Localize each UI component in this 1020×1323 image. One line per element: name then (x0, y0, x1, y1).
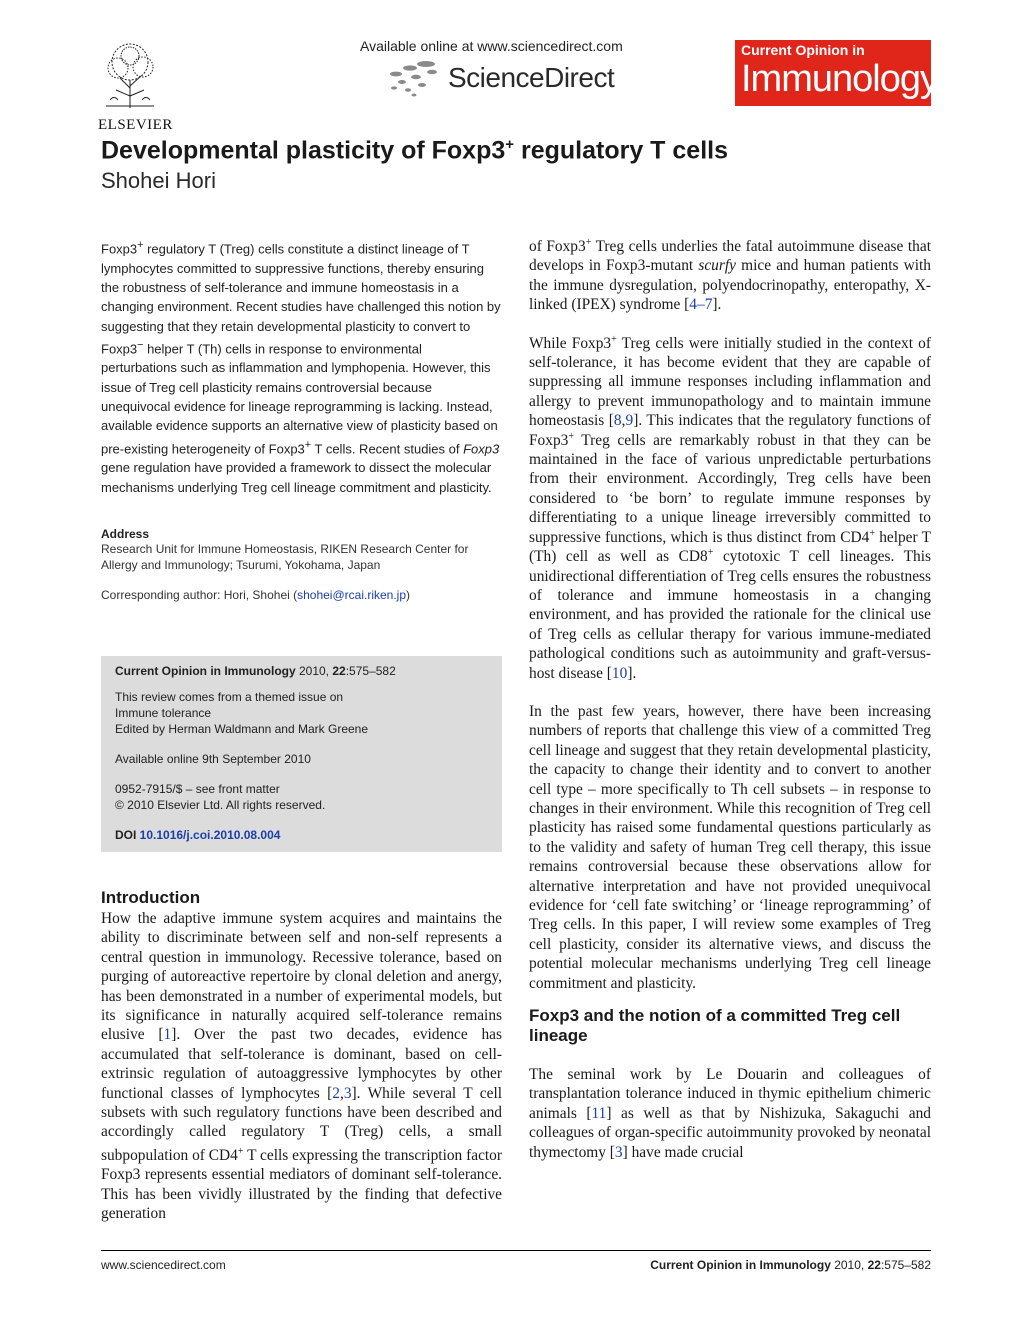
body-paragraph: In the past few years, however, there have been increasing numbers of reports that challenge this view of a committed Treg cell lineage and suggest that they retain developmental plasticity, the capacity to change their identity and to convert to another cell type – more specifically to Th cell subsets – in response to changes in their environment. While this recognition of Treg cell plasticity has raised some fundamental questions particularly as to the validity and safety of human Treg cell therapy, this issue remains controversial because these observations allow for alternative interpretation and have not provided unequivocal evidence for ‘cell fate switching’ or ‘lineage reprogramming’ of Treg cells. In this paper, I will review some examples of Treg cell plasticity, consider its alternative views, and discuss the potential molecular mechanisms underlying Treg cell lineage commitment and plasticity. (529, 702, 931, 992)
doi-link[interactable]: 10.1016/j.coi.2010.08.004 (139, 828, 281, 842)
reference-link[interactable]: 4–7 (689, 296, 713, 314)
reference-link[interactable]: 2 (332, 1084, 340, 1102)
title-text-rest: regulatory T cells (514, 136, 728, 165)
sciencedirect-dots-icon (386, 58, 446, 98)
body-text: The seminal work by Le Douarin and colleagues of transplantation tolerance induced in thymic epithelium chimeric animals [ (529, 1066, 931, 1122)
journal-badge-top: Current Opinion in (741, 42, 865, 58)
reference-link[interactable]: 11 (591, 1104, 607, 1122)
body-paragraph (529, 237, 931, 315)
intro-text: ]. While several T cell subsets with such regulatory functions have been described and accordingly called regulatory T (Treg) cells, a small subpopulation of CD4 (101, 1084, 502, 1164)
body-paragraph: While Foxp3+ Treg cells were initially studied in the context of self-tolerance, it has become evident that they are capable of suppressing all immune responses including inflammation and allergy to prevent immunopathology and to maintain immune homeostasis [8,9]. This indicates that the regulatory functions of Foxp3+ Treg cells are remarkably robust in that they can be maintained in the face of various unpredictable perturbations from their environment. Accordingly, Treg cells have been considered to ‘be born’ to regulate immune responses by differentiating to a unique lineage irreversibly committed to suppressive functions, which is thus distinct from CD4+ helper T (Th) cell as well as CD8+ cytotoxic T cell lineages. This unidirectional differentiation of Treg cells ensures the robustness of tolerance and immune homeostasis in a changing environment, and has provided the rationale for the clinical use of Treg cells as cellular therapy for various immune-mediated pathological conditions such as autoimmunity and graft-versus-host disease [10]. (529, 333, 932, 682)
intro-sup: + (237, 1145, 244, 1157)
citation-year: 2010, (295, 664, 333, 678)
elsevier-logo (98, 40, 180, 134)
reference-link[interactable]: 3 (614, 1143, 623, 1161)
abstract-text: regulatory T (Treg) cells constitute a distinct lineage of T lymphocytes committed to suppressive functions, thereby ensuring the robustness of self-tolerance and immune homeostasis in a changing environment. Recent studies have challenged this notion by suggesting that they retain developmental plasticity to convert to Foxp3 (101, 241, 501, 357)
abstract-text: Foxp3 (101, 241, 138, 257)
footer-volume: 22 (867, 1258, 881, 1272)
body-text: ]. This indicates that the regulatory functions of Foxp3 (529, 412, 931, 449)
reference-link[interactable]: 9 (625, 412, 634, 430)
sciencedirect-name: ScienceDirect (448, 62, 615, 93)
body-text: ]. (627, 664, 637, 682)
abstract (101, 236, 501, 497)
editors-line: Edited by Herman Waldmann and Mark Greene (115, 722, 369, 736)
sciencedirect-block (360, 38, 650, 98)
available-online-text[interactable]: Available online at www.sciencedirect.com (360, 38, 623, 54)
citation-pages: :575–582 (345, 664, 396, 678)
body-sup: + (707, 546, 714, 558)
body-text: Treg cells were initially studied in the context of self-tolerance, it has become evident that they are capable of suppressing all immune responses including inflammation and allergy to prevent immunopathology and to maintain immune homeostasis [ (529, 334, 932, 430)
body-text: Treg cells underlies the fatal autoimmune disease that develops in Foxp3-mutant (529, 238, 931, 275)
abstract-text: T cells. Recent studies of (311, 440, 464, 456)
introduction-text: How the adaptive immune system acquires and maintains the ability to discriminate between self and non-self represents a central question in immunology. Recessive tolerance, based on purging of autoreactive repertoire by clonal deletion and anergy, has been demonstrated in a number of experimental models, but its significance in naturally acquired self-tolerance remains elusive [1]. Over the past two decades, evidence has accumulated that self-tolerance is dominant, based on cell-extrinsic regulation of autoaggressive lymphocytes by other functional classes of lymphocytes [2,3]. While several T cell subsets with such regulatory functions have been described and accordingly called regulatory T (Treg) cells, a small subpopulation of CD4+ T cells expressing the transcription factor Foxp3 represents essential mediators of dominant self-tolerance. This has been vividly illustrated by the finding that defective generation (101, 910, 502, 1223)
body-text: ]. (712, 296, 722, 314)
corresponding-author (101, 587, 501, 603)
body-sup: + (611, 333, 617, 345)
themed-issue-line: This review comes from a themed issue on (115, 690, 344, 704)
citation-volume: 22 (332, 664, 346, 678)
address-heading: Address (101, 526, 150, 541)
reference-link[interactable]: 1 (163, 1026, 172, 1044)
body-text: ] as well as that by Nishizuka, Sakaguchi and colleagues of organ-specific autoimmunity provoked by neonatal thymectomy [ (529, 1104, 932, 1161)
sciencedirect-logo[interactable] (386, 58, 650, 98)
available-online-date: Available online 9th September 2010 (115, 752, 311, 766)
abstract-gene-italic: Foxp3 (463, 440, 500, 456)
abstract-text: helper T (Th) cells in response to environmental perturbations such as inflammation and lymphopenia. However, this issue of Treg cell plasticity remains controversial because unequivocal evidence for lineage reprogramming is lacking. Instead, available evidence supports an alternative view of plasticity based on pre-existing heterogeneity of Foxp3 (101, 341, 498, 456)
body-italic: scurfy (698, 257, 736, 275)
body-text: of Foxp3 (529, 238, 586, 255)
abstract-sup: + (304, 438, 312, 451)
body-text: Treg cells are remarkably robust in that they can be maintained in the face of various unpredictable perturbations from their environment. Accordingly, Treg cells have been considered to ‘be born’ to regulate immune responses by differentiating to a unique lineage irreversibly committed to suppressive functions, which is thus distinct from CD4 (529, 431, 931, 546)
journal-badge[interactable] (735, 40, 938, 106)
publisher-name: ELSEVIER (98, 117, 173, 133)
left-column (101, 236, 501, 603)
corresponding-prefix: Corresponding author: Hori, Shohei ( (101, 587, 298, 602)
themed-issue-topic: Immune tolerance (115, 706, 212, 720)
article-author: Shohei Hori (101, 168, 216, 193)
citation-line (115, 663, 488, 679)
intro-text: How the adaptive immune system acquires and maintains the ability to discriminate between self and non-self represents a central question in immunology. Recessive tolerance, based on purging of autoreactive repertoire by clonal deletion and anergy, has been demonstrated in a number of experimental models, but its significance in naturally acquired self-tolerance remains elusive [ (101, 910, 502, 1044)
issn-line: 0952-7915/$ – see front matter (115, 782, 280, 796)
body-text: cytotoxic T cell lineages. This unidirectional differentiation of Treg cells ensures the robustness of tolerance and immune homeostasis in a changing environment, and has provided the rationale for the clinical use of Treg cells as cellular therapy for various immune-mediated pathological conditions such as autoimmunity and graft-versus-host disease [ (529, 548, 931, 682)
article-info-box (101, 656, 502, 852)
reference-link[interactable]: 8 (613, 412, 622, 430)
footer-website[interactable]: www.sciencedirect.com (101, 1258, 226, 1272)
section-heading: Foxp3 and the notion of a committed Treg cell lineage (529, 1006, 901, 1046)
copyright-line: © 2010 Elsevier Ltd. All rights reserved. (115, 798, 326, 812)
body-text: helper T (Th) cell as well as CD8 (529, 528, 931, 566)
intro-text: ]. Over the past two decades, evidence has accumulated that self-tolerance is dominant, based on cell-extrinsic regulation of autoaggressive lymphocytes by other functional classes of lymphocytes [ (101, 1026, 502, 1102)
intro-text: T cells expressing the transcription factor Foxp3 represents essential mediators of dominant self-tolerance. This has been vividly illustrated by the finding that defective generation (101, 1147, 502, 1223)
address-text: Research Unit for Immune Homeostasis, RIKEN Research Center for Allergy and Immunology; Tsurumi, Yokohama, Japan (101, 541, 469, 572)
author-email-link[interactable]: shohei@rcai.riken.jp (297, 587, 407, 602)
title-sup: + (505, 136, 515, 153)
citation-journal: Current Opinion in Immunology (115, 664, 296, 678)
title-text: Developmental plasticity of Foxp3 (101, 136, 506, 165)
body-text: ] have made crucial (622, 1143, 744, 1161)
journal-badge-name: Immunology (741, 58, 938, 100)
footer-journal: Current Opinion in Immunology (650, 1258, 831, 1272)
footer-pages: :575–582 (880, 1258, 931, 1272)
footer-citation (650, 1258, 931, 1272)
corresponding-suffix: ) (406, 587, 411, 602)
doi-line (115, 827, 488, 843)
abstract-text: gene regulation have provided a framework to dissect the molecular mechanisms underlying Treg cell lineage commitment and plasticity. (101, 460, 492, 495)
introduction-heading: Introduction (101, 888, 201, 907)
footer-year: 2010, (830, 1258, 868, 1272)
body-paragraph (529, 1065, 931, 1162)
abstract-sup: − (137, 338, 144, 351)
reference-link[interactable]: 10 (611, 664, 628, 682)
article-title (101, 136, 728, 165)
doi-label: DOI (115, 828, 140, 842)
body-text: mice and human patients with the immune dysregulation, polyendocrinopathy, enteropathy, X-linked (IPEX) syndrome [ (529, 257, 931, 314)
body-text: While Foxp3 (529, 334, 612, 352)
right-column (529, 237, 931, 1162)
elsevier-tree-icon (100, 40, 160, 110)
abstract-sup: + (137, 239, 144, 251)
body-sup: + (869, 527, 875, 539)
footer-divider (101, 1250, 931, 1251)
body-sup: + (568, 430, 574, 442)
body-sup: + (585, 236, 592, 248)
reference-link[interactable]: 3 (343, 1084, 352, 1102)
